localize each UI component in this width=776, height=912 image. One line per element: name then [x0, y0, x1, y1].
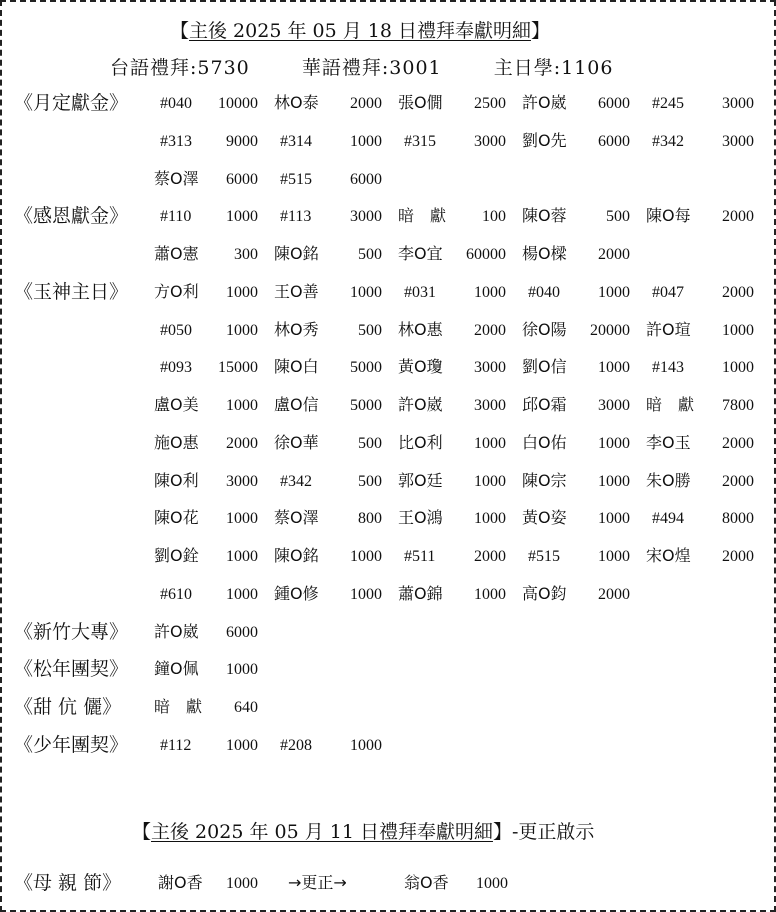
donor-name: 陳O蓉 [522, 206, 567, 226]
offering-amount: 6000 [226, 170, 258, 188]
offering-amount: 1000 [722, 321, 754, 339]
donor-name: 林O泰 [274, 93, 319, 112]
donor-code: #050 [160, 321, 192, 339]
donor-name: 暗 獻 [398, 206, 447, 226]
donor-name: 王O鴻 [398, 508, 443, 528]
offering-amount: 1000 [226, 208, 258, 226]
correction-title-text: 主後 2025 年 05 月 11 日禮拜奉獻明細 [151, 821, 493, 843]
offering-amount: 3000 [722, 95, 754, 112]
offering-amount: 2000 [474, 321, 506, 339]
donor-name: 陳O花 [154, 508, 199, 528]
donor-name: 許O崴 [522, 93, 567, 112]
donor-name: 方O利 [154, 281, 199, 301]
offering-amount: 1000 [598, 434, 630, 452]
donor-name: 蕭O憲 [154, 244, 199, 263]
donor-code: #313 [160, 132, 192, 150]
offering-amount: 1000 [226, 548, 258, 565]
offering-amount: 8000 [722, 510, 754, 528]
donor-name: 楊O樑 [522, 244, 567, 263]
offering-amount: 500 [358, 434, 382, 452]
offering-amount: 9000 [226, 132, 258, 150]
offering-amount: 2500 [474, 95, 506, 112]
donor-name: 比O利 [398, 432, 443, 452]
donor-name: 劉O銓 [154, 546, 199, 565]
donor-name: 張O僩 [398, 93, 443, 112]
offering-amount: 2000 [722, 283, 754, 301]
offering-amount: 3000 [474, 397, 506, 414]
donor-name: 陳O宗 [522, 470, 567, 490]
offering-amount: 60000 [466, 246, 506, 263]
offering-amount: 1000 [474, 510, 506, 528]
offering-amount: 1000 [474, 585, 506, 603]
donor-name: 王O善 [274, 281, 319, 301]
donor-code: #040 [160, 95, 192, 112]
offering-amount: 1000 [226, 661, 258, 679]
donor-name: 蕭O錦 [398, 583, 443, 603]
offering-amount: 1000 [598, 359, 630, 377]
offering-amount: 1000 [598, 472, 630, 490]
stat-taiwanese-value: 5730 [197, 57, 250, 79]
offering-amount: 2000 [722, 208, 754, 226]
donor-name: 高O鈞 [522, 583, 567, 603]
category-label: 《松年團契》 [14, 658, 129, 681]
donor-code: #040 [528, 283, 560, 301]
offering-amount: 2000 [226, 434, 258, 452]
donor-name: 盧O美 [154, 395, 199, 414]
offering-amount: 2000 [598, 246, 630, 263]
donor-code: #093 [160, 359, 192, 377]
donor-code: #342 [280, 472, 312, 490]
stat-sunday-school-value: 1106 [561, 57, 614, 79]
offering-amount: 1000 [598, 548, 630, 565]
donor-name: 陳O白 [274, 357, 319, 377]
donor-name: 許O瑄 [646, 319, 691, 339]
donor-code: #245 [652, 95, 684, 112]
donor-name: 暗 獻 [646, 395, 695, 414]
correction-to-name: 翁O香 [404, 873, 449, 892]
offering-amount: 3000 [722, 132, 754, 150]
correction-from-name: 謝O香 [158, 873, 203, 892]
offering-amount: 1000 [226, 585, 258, 603]
title-text: 主後 2025 年 05 月 18 日禮拜奉獻明細 [189, 20, 531, 42]
offering-amount: 6000 [226, 623, 258, 641]
offering-amount: 500 [358, 321, 382, 339]
offering-amount: 5000 [350, 359, 382, 377]
title-open-bracket: 【 [170, 20, 190, 42]
offering-amount: 100 [482, 208, 506, 226]
donor-name: 許O崴 [398, 395, 443, 414]
correction-title-suffix: -更正啟示 [511, 821, 595, 843]
donor-code: #143 [652, 359, 684, 377]
offering-amount: 1000 [598, 510, 630, 528]
offering-amount: 3000 [598, 397, 630, 414]
offering-amount: 640 [234, 699, 258, 716]
offering-amount: 5000 [350, 397, 382, 414]
donor-name: 李O宜 [398, 244, 443, 263]
offering-amount: 1000 [226, 283, 258, 301]
category-label: 《月定獻金》 [14, 92, 129, 114]
donor-code: #610 [160, 585, 192, 603]
donor-name: 黃O姿 [522, 508, 567, 528]
donor-code: #511 [404, 548, 436, 565]
offering-amount: 3000 [474, 359, 506, 377]
category-label: 《少年團契》 [14, 733, 129, 756]
donor-name: 黃O瓊 [398, 357, 443, 377]
donor-name: 李O玉 [646, 432, 691, 452]
offering-amount: 1000 [226, 736, 258, 754]
donor-name: 劉O先 [522, 130, 567, 150]
offering-amount: 10000 [218, 95, 258, 112]
offering-amount: 2000 [474, 548, 506, 565]
correction-title-close: 】 [492, 821, 512, 843]
donor-code: #515 [280, 170, 312, 188]
donor-code: #047 [652, 283, 684, 301]
offering-amount: 20000 [590, 321, 630, 339]
donor-code: #113 [280, 208, 312, 226]
donor-name: 蔡O澤 [154, 168, 199, 188]
donor-name: 施O惠 [154, 432, 199, 452]
report-title [170, 22, 550, 41]
offering-amount: 1000 [226, 510, 258, 528]
donor-name: 劉O信 [522, 357, 567, 377]
offering-amount: 6000 [598, 95, 630, 112]
correction-title [132, 823, 594, 842]
donor-name: 暗 獻 [154, 697, 203, 716]
stat-taiwanese-label: 台語禮拜: [110, 57, 198, 79]
offering-amount: 1000 [722, 359, 754, 377]
offering-amount: 500 [606, 208, 630, 226]
correction-to-amount: 1000 [476, 875, 508, 892]
offering-amount: 1000 [350, 585, 382, 603]
correction-category: 《母 親 節》 [14, 872, 122, 894]
offering-amount: 3000 [226, 472, 258, 490]
correction-arrow: →更正→ [288, 873, 347, 892]
donor-name: 林O惠 [398, 319, 443, 339]
donor-name: 鐘O佩 [154, 659, 199, 679]
offering-amount: 2000 [722, 434, 754, 452]
donor-name: 邱O霜 [522, 395, 567, 414]
donor-name: 陳O銘 [274, 244, 319, 263]
donor-name: 徐O華 [274, 432, 319, 452]
donor-code: #315 [404, 132, 436, 150]
offering-amount: 1000 [474, 434, 506, 452]
offering-amount: 2000 [722, 548, 754, 565]
donor-code: #112 [160, 736, 192, 754]
stat-sunday-school-label: 主日學: [493, 57, 562, 79]
offering-amount: 6000 [350, 170, 382, 188]
offering-amount: 3000 [474, 132, 506, 150]
donor-name: 陳O銘 [274, 546, 319, 565]
offering-amount: 500 [358, 472, 382, 490]
offering-amount: 1000 [350, 132, 382, 150]
donor-code: #208 [280, 736, 312, 754]
donor-name: 林O秀 [274, 319, 319, 339]
offering-amount: 300 [234, 246, 258, 263]
title-close-bracket: 】 [530, 20, 550, 42]
category-label: 《甜 伉 儷》 [14, 696, 122, 718]
offering-amount: 500 [358, 246, 382, 263]
donor-name: 徐O陽 [522, 319, 567, 339]
offering-amount: 15000 [218, 359, 258, 377]
donor-code: #314 [280, 132, 312, 150]
offering-amount: 7800 [722, 397, 754, 414]
correction-title-open: 【 [132, 821, 152, 843]
attendance-line [110, 59, 613, 78]
donor-name: 陳O每 [646, 206, 691, 226]
donor-code: #031 [404, 283, 436, 301]
offering-amount: 2000 [722, 472, 754, 490]
donor-name: 蔡O澤 [274, 508, 319, 528]
stat-mandarin-value: 3001 [389, 57, 442, 79]
donor-name: 陳O利 [154, 470, 199, 490]
category-label: 《新竹大專》 [14, 620, 129, 643]
offering-amount: 1000 [226, 321, 258, 339]
category-label: 《感恩獻金》 [14, 205, 129, 228]
offering-amount: 1000 [350, 736, 382, 754]
donor-name: 盧O信 [274, 395, 319, 414]
donor-code: #342 [652, 132, 684, 150]
donor-code: #110 [160, 208, 192, 226]
offering-amount: 1000 [226, 397, 258, 414]
stat-mandarin-label: 華語禮拜: [301, 57, 390, 79]
donor-name: 宋O煌 [646, 546, 691, 565]
donor-name: 白O佑 [522, 432, 567, 452]
donor-name: 鍾O修 [274, 583, 319, 603]
donor-name: 郭O廷 [398, 470, 443, 490]
offering-amount: 1000 [350, 283, 382, 301]
offering-amount: 6000 [598, 132, 630, 150]
donor-name: 許O崴 [154, 621, 199, 641]
donor-code: #494 [652, 510, 684, 528]
offering-amount: 2000 [350, 95, 382, 112]
category-label: 《玉神主日》 [14, 280, 129, 303]
offering-amount: 1000 [598, 283, 630, 301]
offering-amount: 1000 [474, 283, 506, 301]
offering-amount: 1000 [350, 548, 382, 565]
donor-name: 朱O勝 [646, 470, 691, 490]
correction-from-amount: 1000 [226, 875, 258, 892]
offering-amount: 800 [358, 510, 382, 528]
donor-code: #515 [528, 548, 560, 565]
offering-amount: 1000 [474, 472, 506, 490]
offering-amount: 2000 [598, 585, 630, 603]
offering-amount: 3000 [350, 208, 382, 226]
